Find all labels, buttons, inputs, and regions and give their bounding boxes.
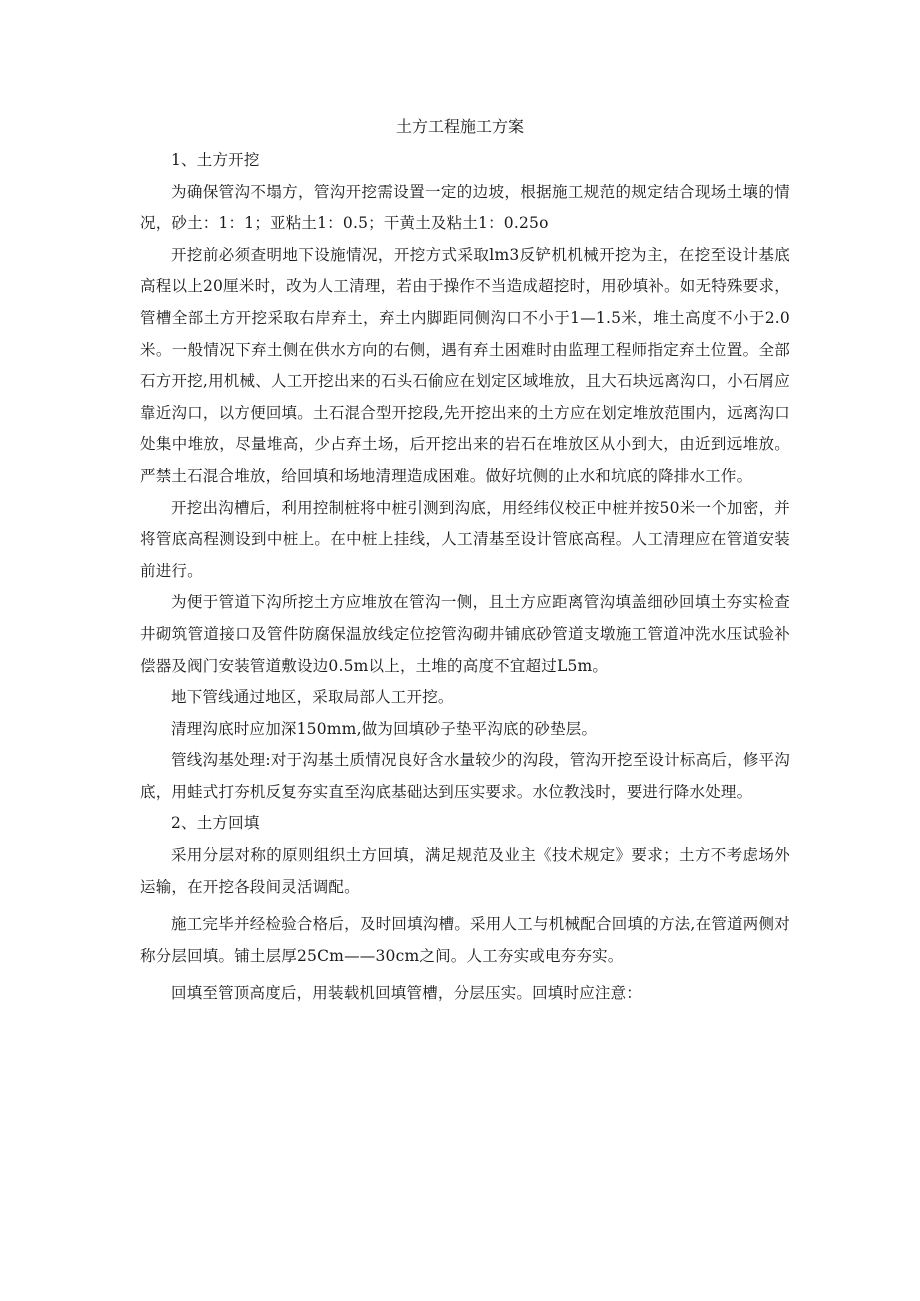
paragraph: 开挖出沟槽后，利用控制桩将中桩引测到沟底，用经纬仪校正中桩并按50米一个加密，并将管底高程测设到中桩上。在中桩上挂线，人工清基至设计管底高程。人工清理应在管道安装前进行。 bbox=[140, 498, 790, 580]
paragraph: 开挖前必须查明地下设施情况，开挖方式采取lm3反铲机机械开挖为主，在挖至设计基底高程以上20厘米时，改为人工清理，若由于操作不当造成超挖时，用砂填补。如无特殊要求，管槽全部土方开挖采取右岸弃土，弃土内脚距同侧沟口不小于1—1.5米，堆土高度不小于2.0米。一般情况下弃土侧在供水方向的右侧，遇有弃土困难时由监理工程师指定弃土位置。全部石方开挖,用机械、人工开挖出来的石头石偷应在划定区域堆放，且大石块远离沟口，小石屑应靠近沟口，以方便回填。土石混合型开挖段,先开挖出来的土方应在划定堆放范围内，远离沟口处集中堆放，尽量堆高，少占弃土场，后开挖出来的岩石在堆放区从小到大，由近到远堆放。严禁土石混合堆放，给回填和场地清理造成困难。做好坑侧的止水和坑底的降排水工作。 bbox=[140, 245, 790, 485]
section-heading-backfill: 2、土方回填 bbox=[171, 814, 260, 833]
document-body bbox=[140, 145, 790, 1010]
paragraph: 为确保管沟不塌方，管沟开挖需设置一定的边坡，根据施工规范的规定结合现场土壤的情况，砂土：1：1；亚粘土1：0.5；干黄土及粘土1：0.25o bbox=[140, 182, 790, 233]
paragraph: 为便于管道下沟所挖土方应堆放在管沟一侧，且土方应距离管沟填盖细砂回填土夯实检查井砌筑管道接口及管件防腐保温放线定位挖管沟砌井铺底砂管道支墩施工管道冲洗水压试验补偿器及阀门安装管道敷设边0.5m以上，土堆的高度不宜超过L5m。 bbox=[140, 593, 790, 675]
paragraph: 回填至管顶高度后，用装载机回填管槽，分层压实。回填时应注意： bbox=[171, 984, 643, 1003]
document-title: 土方工程施工方案 bbox=[395, 117, 524, 136]
paragraph: 施工完毕并经检验合格后，及时回填沟槽。采用人工与机械配合回填的方法,在管道两侧对称分层回填。铺土层厚25Cm——30cm之间。人工夯实或电夯夯实。 bbox=[140, 915, 790, 965]
paragraph: 管线沟基处理:对于沟基土质情况良好含水量较少的沟段，管沟开挖至设计标高后，修平沟底，用蛙式打夯机反复夯实直至沟底基础达到压实要求。水位教浅时，要进行降水处理。 bbox=[140, 751, 790, 801]
paragraph: 采用分层对称的原则组织土方回填，满足规范及业主《技术规定》要求；土方不考虑场外运输，在开挖各段间灵活调配。 bbox=[140, 846, 790, 896]
section-heading-excavation: 1、土方开挖 bbox=[171, 151, 260, 169]
paragraph: 清理沟底时应加深150mm,做为回填砂子垫平沟底的砂垫层。 bbox=[171, 719, 598, 738]
paragraph: 地下管线通过地区，采取局部人工开挖。 bbox=[171, 688, 454, 707]
